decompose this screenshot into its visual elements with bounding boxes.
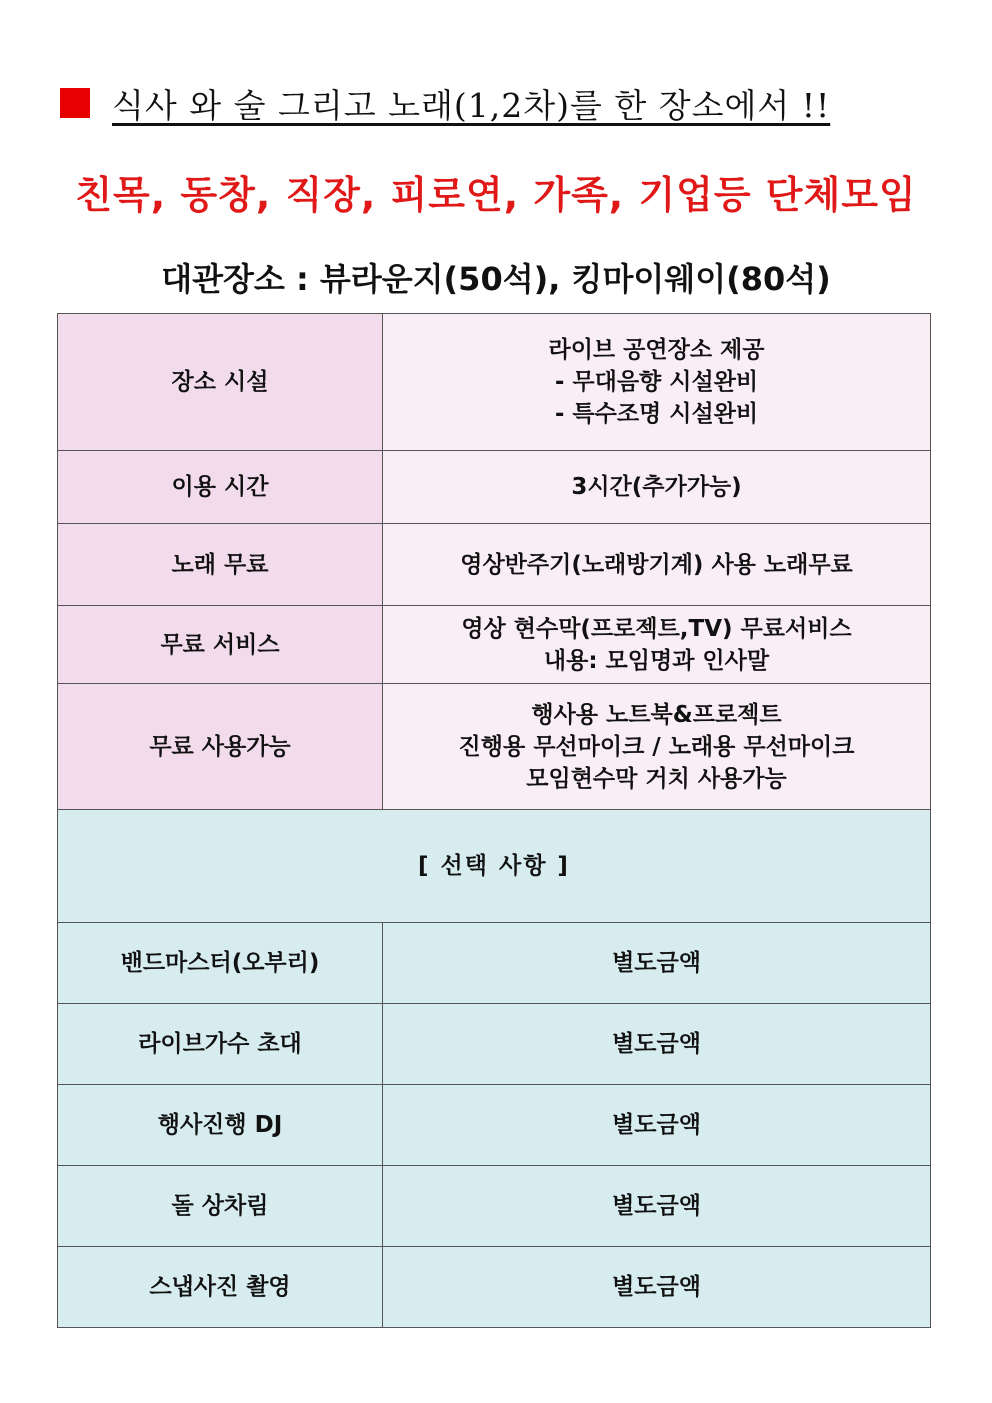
info-table [57, 313, 931, 1328]
headline [60, 78, 940, 128]
row-value-line: 영상반주기(노래방기계) 사용 노래무료 [460, 551, 853, 578]
subtitle: 친목, 동창, 직장, 피로연, 가족, 기업등 단체모임 [75, 173, 917, 217]
row-value-line: 영상 현수막(프로젝트,TV) 무료서비스 [461, 615, 852, 642]
row-value-line: - 무대음향 시설완비 [554, 369, 759, 395]
row-value [383, 314, 931, 451]
row-value [383, 524, 931, 606]
headline-text: 식사 와 술 그리고 노래(1,2차)를 한 장소에서 !! [112, 85, 831, 125]
option-label: 행사진행 DJ [58, 1085, 383, 1166]
table-row [58, 1004, 931, 1085]
row-label: 이용 시간 [58, 451, 383, 524]
row-label: 무료 서비스 [58, 606, 383, 684]
row-value-line: 행사용 노트북&프로젝트 [531, 701, 782, 728]
venue-info: 대관장소 : 뷰라운지(50석), 킹마이웨이(80석) [161, 260, 831, 298]
options-header-row [58, 810, 931, 923]
row-label: 장소 시설 [58, 314, 383, 451]
row-label: 무료 사용가능 [58, 684, 383, 810]
row-label: 노래 무료 [58, 524, 383, 606]
option-value: 별도금액 [383, 1166, 931, 1247]
table-row [58, 1247, 931, 1328]
option-label: 밴드마스터(오부리) [58, 923, 383, 1004]
table-row [58, 684, 931, 810]
table-row [58, 1166, 931, 1247]
option-value: 별도금액 [383, 923, 931, 1004]
table-row [58, 1085, 931, 1166]
option-value: 별도금액 [383, 1247, 931, 1328]
table-row [58, 524, 931, 606]
table-row [58, 923, 931, 1004]
row-value [383, 606, 931, 684]
row-value [383, 451, 931, 524]
row-value-line: 내용: 모임명과 인사말 [543, 647, 770, 674]
options-header: [ 선택 사항 ] [58, 810, 931, 923]
option-value: 별도금액 [383, 1004, 931, 1085]
table-row [58, 606, 931, 684]
option-value: 별도금액 [383, 1085, 931, 1166]
table-row [58, 451, 931, 524]
table-row [58, 314, 931, 451]
option-label: 라이브가수 초대 [58, 1004, 383, 1085]
option-label: 돌 상차림 [58, 1166, 383, 1247]
row-value-line: 모임현수막 거치 사용가능 [526, 765, 787, 792]
row-value [383, 684, 931, 810]
row-value-line: 라이브 공연장소 제공 [548, 337, 765, 363]
red-square-bullet-icon [60, 88, 90, 118]
row-value-line: - 특수조명 시설완비 [554, 401, 759, 427]
row-value-line: 진행용 무선마이크 / 노래용 무선마이크 [458, 733, 855, 760]
option-label: 스냅사진 촬영 [58, 1247, 383, 1328]
row-value-line: 3시간(추가가능) [571, 474, 742, 500]
